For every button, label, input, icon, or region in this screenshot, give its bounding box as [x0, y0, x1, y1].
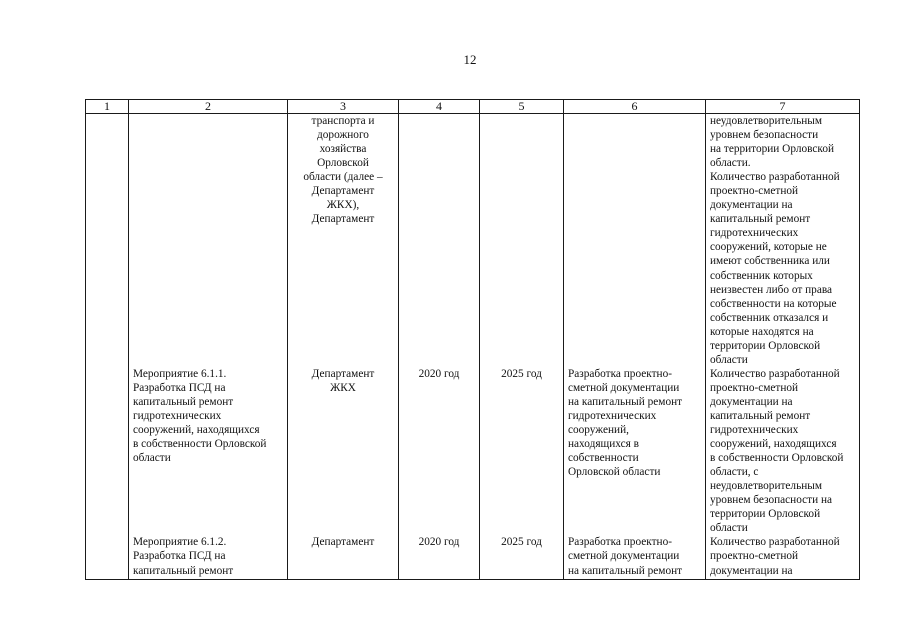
cell-text-line: гидротехнических: [133, 409, 222, 422]
table-cell: [706, 535, 860, 580]
cell-text-line: Департамент: [311, 213, 375, 226]
cell-text-line: уровнем безопасности: [710, 129, 819, 142]
cell-text-line: собственности: [568, 452, 639, 465]
table-cell: [129, 114, 288, 367]
cell-text-line: на территории Орловской: [710, 143, 835, 156]
cell-text-line: в собственности Орловской: [133, 438, 267, 451]
cell-text-line: капитальный ремонт: [710, 213, 811, 226]
table-cell: [288, 114, 399, 367]
cell-text-line: 2025 год: [501, 536, 542, 549]
table-row: [86, 114, 860, 367]
cell-text-line: Разработка проектно-: [568, 536, 672, 549]
table-row: [86, 367, 860, 536]
cell-text-line: проектно-сметной: [710, 185, 799, 198]
cell-text-line: на капитальный ремонт: [568, 564, 683, 577]
cell-text-line: уровнем безопасности на: [710, 494, 833, 507]
table-cell: [86, 535, 129, 580]
cell-text-line: в собственности Орловской: [710, 452, 844, 465]
table-cell: [480, 367, 564, 536]
cell-text-line: собственник отказался и: [710, 311, 829, 324]
table-cell: [564, 114, 706, 367]
table-cell: [399, 114, 480, 367]
column-header: 4: [399, 100, 480, 114]
cell-text-line: собственности на которые: [710, 297, 837, 310]
cell-text-line: на капитальный ремонт: [568, 395, 683, 408]
cell-text-line: которые находятся на: [710, 325, 814, 338]
cell-text-line: Количество разработанной: [710, 367, 840, 380]
table-cell: [706, 114, 860, 367]
cell-text-line: документации на: [710, 564, 793, 577]
cell-text-line: неудовлетворительным: [710, 115, 823, 127]
cell-text-line: дорожного: [317, 129, 369, 142]
cell-text-line: области: [133, 452, 171, 465]
cell-text-line: хозяйства: [319, 143, 367, 156]
cell-text-line: Орловской области: [568, 466, 661, 479]
table-cell: [564, 535, 706, 580]
cell-text-line: 2020 год: [418, 367, 460, 380]
cell-text-line: сооружений,: [568, 424, 629, 437]
cell-text-line: капитальный ремонт: [133, 395, 234, 408]
cell-text-line: Разработка проектно-: [568, 367, 672, 380]
cell-text-line: находящихся в: [568, 438, 639, 451]
cell-text-line: территории Орловской: [710, 508, 821, 521]
table-cell: [480, 114, 564, 367]
cell-text-line: Департамент: [311, 185, 375, 198]
cell-text-line: области: [710, 353, 748, 366]
column-header: 2: [129, 100, 288, 114]
cell-text-line: территории Орловской: [710, 339, 821, 352]
cell-text-line: области (далее –: [303, 171, 383, 184]
column-header: 7: [706, 100, 860, 114]
cell-text-line: сооружений, которые не: [710, 241, 827, 254]
cell-text-line: Мероприятие 6.1.1.: [133, 367, 227, 380]
cell-text-line: документации на: [710, 199, 793, 212]
table-cell: [288, 367, 399, 536]
table-cell: [129, 367, 288, 536]
cell-text-line: проектно-сметной: [710, 381, 799, 394]
column-number-header-row: [86, 100, 860, 114]
cell-text-line: неудовлетворительным: [710, 480, 823, 493]
cell-text-line: гидротехнических: [568, 409, 657, 422]
column-header: 3: [288, 100, 399, 114]
table-cell: [480, 535, 564, 580]
cell-text-line: имеют собственника или: [710, 255, 830, 268]
cell-text-line: области, с: [710, 466, 759, 479]
table-cell: [399, 367, 480, 536]
cell-text-line: Мероприятие 6.1.2.: [133, 536, 227, 549]
cell-text-line: сметной документации: [568, 550, 680, 563]
table-cell: [706, 367, 860, 536]
table-cell: [86, 114, 129, 367]
cell-text-line: ЖКХ: [330, 381, 356, 394]
table-row: [86, 535, 860, 580]
cell-text-line: Количество разработанной: [710, 171, 840, 184]
cell-text-line: транспорта и: [311, 115, 375, 127]
table-cell: [86, 367, 129, 536]
table-cell: [288, 535, 399, 580]
cell-text-line: неизвестен либо от права: [710, 283, 833, 296]
column-header: 1: [86, 100, 129, 114]
cell-text-line: Количество разработанной: [710, 536, 840, 549]
cell-text-line: капитальный ремонт: [133, 564, 234, 577]
cell-text-line: Разработка ПСД на: [133, 381, 226, 394]
table-cell: [399, 535, 480, 580]
column-header: 6: [564, 100, 706, 114]
cell-text-line: Орловской: [317, 157, 369, 170]
cell-text-line: 2025 год: [501, 367, 542, 380]
cell-text-line: документации на: [710, 395, 793, 408]
page-number: 12: [463, 52, 477, 67]
cell-text-line: Разработка ПСД на: [133, 550, 226, 563]
cell-text-line: ЖКХ),: [326, 199, 360, 212]
cell-text-line: 2020 год: [418, 536, 460, 549]
cell-text-line: Департамент: [311, 536, 375, 549]
cell-text-line: сметной документации: [568, 381, 680, 394]
cell-text-line: Департамент: [311, 367, 375, 380]
cell-text-line: сооружений, находящихся: [133, 424, 260, 437]
column-header: 5: [480, 100, 564, 114]
table-cell: [129, 535, 288, 580]
cell-text-line: области.: [710, 157, 751, 170]
cell-text-line: области: [710, 522, 748, 535]
cell-text-line: гидротехнических: [710, 424, 799, 437]
cell-text-line: проектно-сметной: [710, 550, 799, 563]
cell-text-line: капитальный ремонт: [710, 409, 811, 422]
table-cell: [564, 367, 706, 536]
cell-text-line: собственник которых: [710, 269, 813, 282]
cell-text-line: сооружений, находящихся: [710, 438, 837, 451]
cell-text-line: гидротехнических: [710, 227, 799, 240]
program-activities-table: [85, 99, 860, 580]
